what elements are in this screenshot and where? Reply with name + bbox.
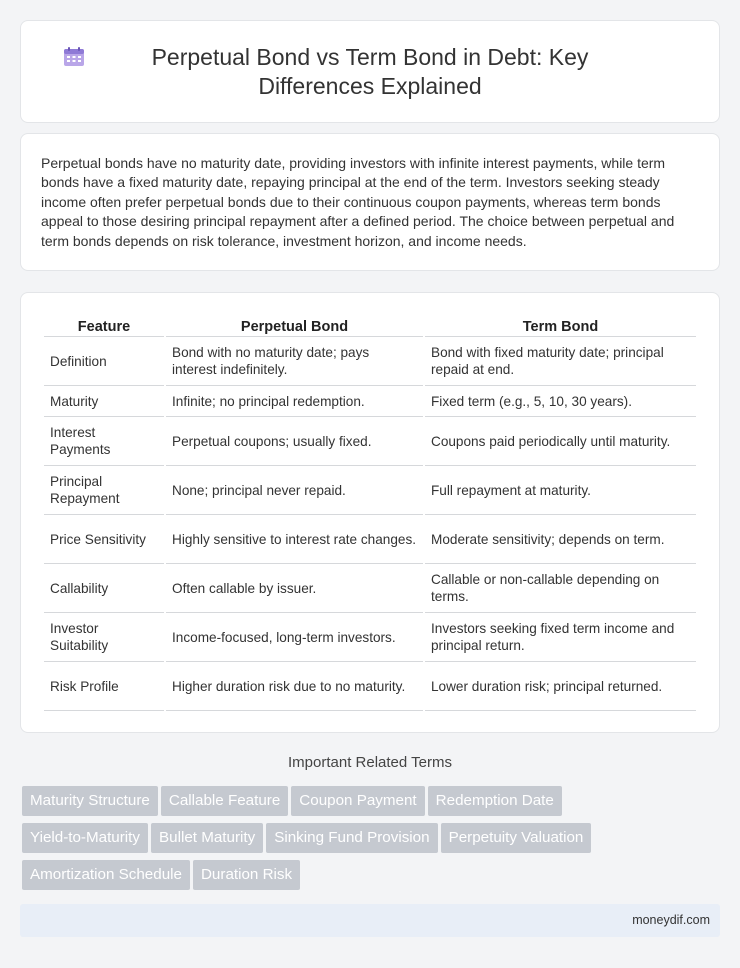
tag-callable-feature[interactable]: Callable Feature	[161, 786, 288, 816]
cell-feature: Investor Suitability	[44, 613, 164, 662]
cell-term: Fixed term (e.g., 5, 10, 30 years).	[425, 386, 696, 417]
cell-perpetual: Infinite; no principal redemption.	[166, 386, 423, 417]
cell-perpetual: Perpetual coupons; usually fixed.	[166, 417, 423, 466]
table-row	[44, 466, 696, 515]
cell-perpetual: Bond with no maturity date; pays interest indefinitely.	[166, 337, 423, 386]
related-terms-list	[22, 786, 722, 897]
cell-term: Investors seeking fixed term income and principal return.	[425, 613, 696, 662]
table-row	[44, 386, 696, 417]
cell-term: Full repayment at maturity.	[425, 466, 696, 515]
table-row	[44, 613, 696, 662]
cell-perpetual: None; principal never repaid.	[166, 466, 423, 515]
title-card	[20, 20, 720, 123]
cell-term: Bond with fixed maturity date; principal repaid at end.	[425, 337, 696, 386]
header-feature: Feature	[44, 317, 164, 337]
table-row	[44, 564, 696, 613]
comparison-card	[20, 292, 720, 733]
intro-paragraph: Perpetual bonds have no maturity date, providing investors with infinite interest payments, while term bonds have a fixed maturity date, repaying principal at the end of the term. Investors seeking steady income often prefer perpetual bonds due to their continuous coupon payments, whereas term bonds appeal to those desiring principal repayment after a defined period. The choice between perpetual and term bonds depends on risk tolerance, investment horizon, and income needs.	[41, 155, 675, 249]
cell-feature: Interest Payments	[44, 417, 164, 466]
tag-sinking-fund-provision[interactable]: Sinking Fund Provision	[266, 823, 437, 853]
page-title: Perpetual Bond vs Term Bond in Debt: Key Differences Explained	[151, 44, 589, 99]
table-header-row	[44, 317, 696, 337]
tag-duration-risk[interactable]: Duration Risk	[193, 860, 300, 890]
table-row	[44, 662, 696, 711]
footer-site-name: moneydif.com	[632, 913, 710, 927]
cell-feature: Definition	[44, 337, 164, 386]
cell-feature: Risk Profile	[44, 662, 164, 711]
table-row	[44, 515, 696, 564]
table-row	[44, 337, 696, 386]
cell-perpetual: Higher duration risk due to no maturity.	[166, 662, 423, 711]
tag-coupon-payment[interactable]: Coupon Payment	[291, 786, 424, 816]
comparison-table	[42, 317, 698, 711]
cell-feature: Principal Repayment	[44, 466, 164, 515]
cell-term: Lower duration risk; principal returned.	[425, 662, 696, 711]
header-perpetual-bond: Perpetual Bond	[166, 317, 423, 337]
tag-bullet-maturity[interactable]: Bullet Maturity	[151, 823, 263, 853]
tag-amortization-schedule[interactable]: Amortization Schedule	[22, 860, 190, 890]
cell-perpetual: Highly sensitive to interest rate changes.	[166, 515, 423, 564]
cell-perpetual: Income-focused, long-term investors.	[166, 613, 423, 662]
tag-redemption-date[interactable]: Redemption Date	[428, 786, 562, 816]
table-row	[44, 417, 696, 466]
cell-term: Callable or non-callable depending on terms.	[425, 564, 696, 613]
tag-maturity-structure[interactable]: Maturity Structure	[22, 786, 158, 816]
header-term-bond: Term Bond	[425, 317, 696, 337]
tag-yield-to-maturity[interactable]: Yield-to-Maturity	[22, 823, 148, 853]
tag-perpetuity-valuation[interactable]: Perpetuity Valuation	[441, 823, 592, 853]
cell-term: Coupons paid periodically until maturity.	[425, 417, 696, 466]
cell-term: Moderate sensitivity; depends on term.	[425, 515, 696, 564]
related-terms-title: Important Related Terms	[288, 754, 452, 771]
cell-feature: Maturity	[44, 386, 164, 417]
intro-card	[20, 133, 720, 271]
cell-feature: Callability	[44, 564, 164, 613]
cell-perpetual: Often callable by issuer.	[166, 564, 423, 613]
cell-feature: Price Sensitivity	[44, 515, 164, 564]
footer	[20, 904, 720, 937]
